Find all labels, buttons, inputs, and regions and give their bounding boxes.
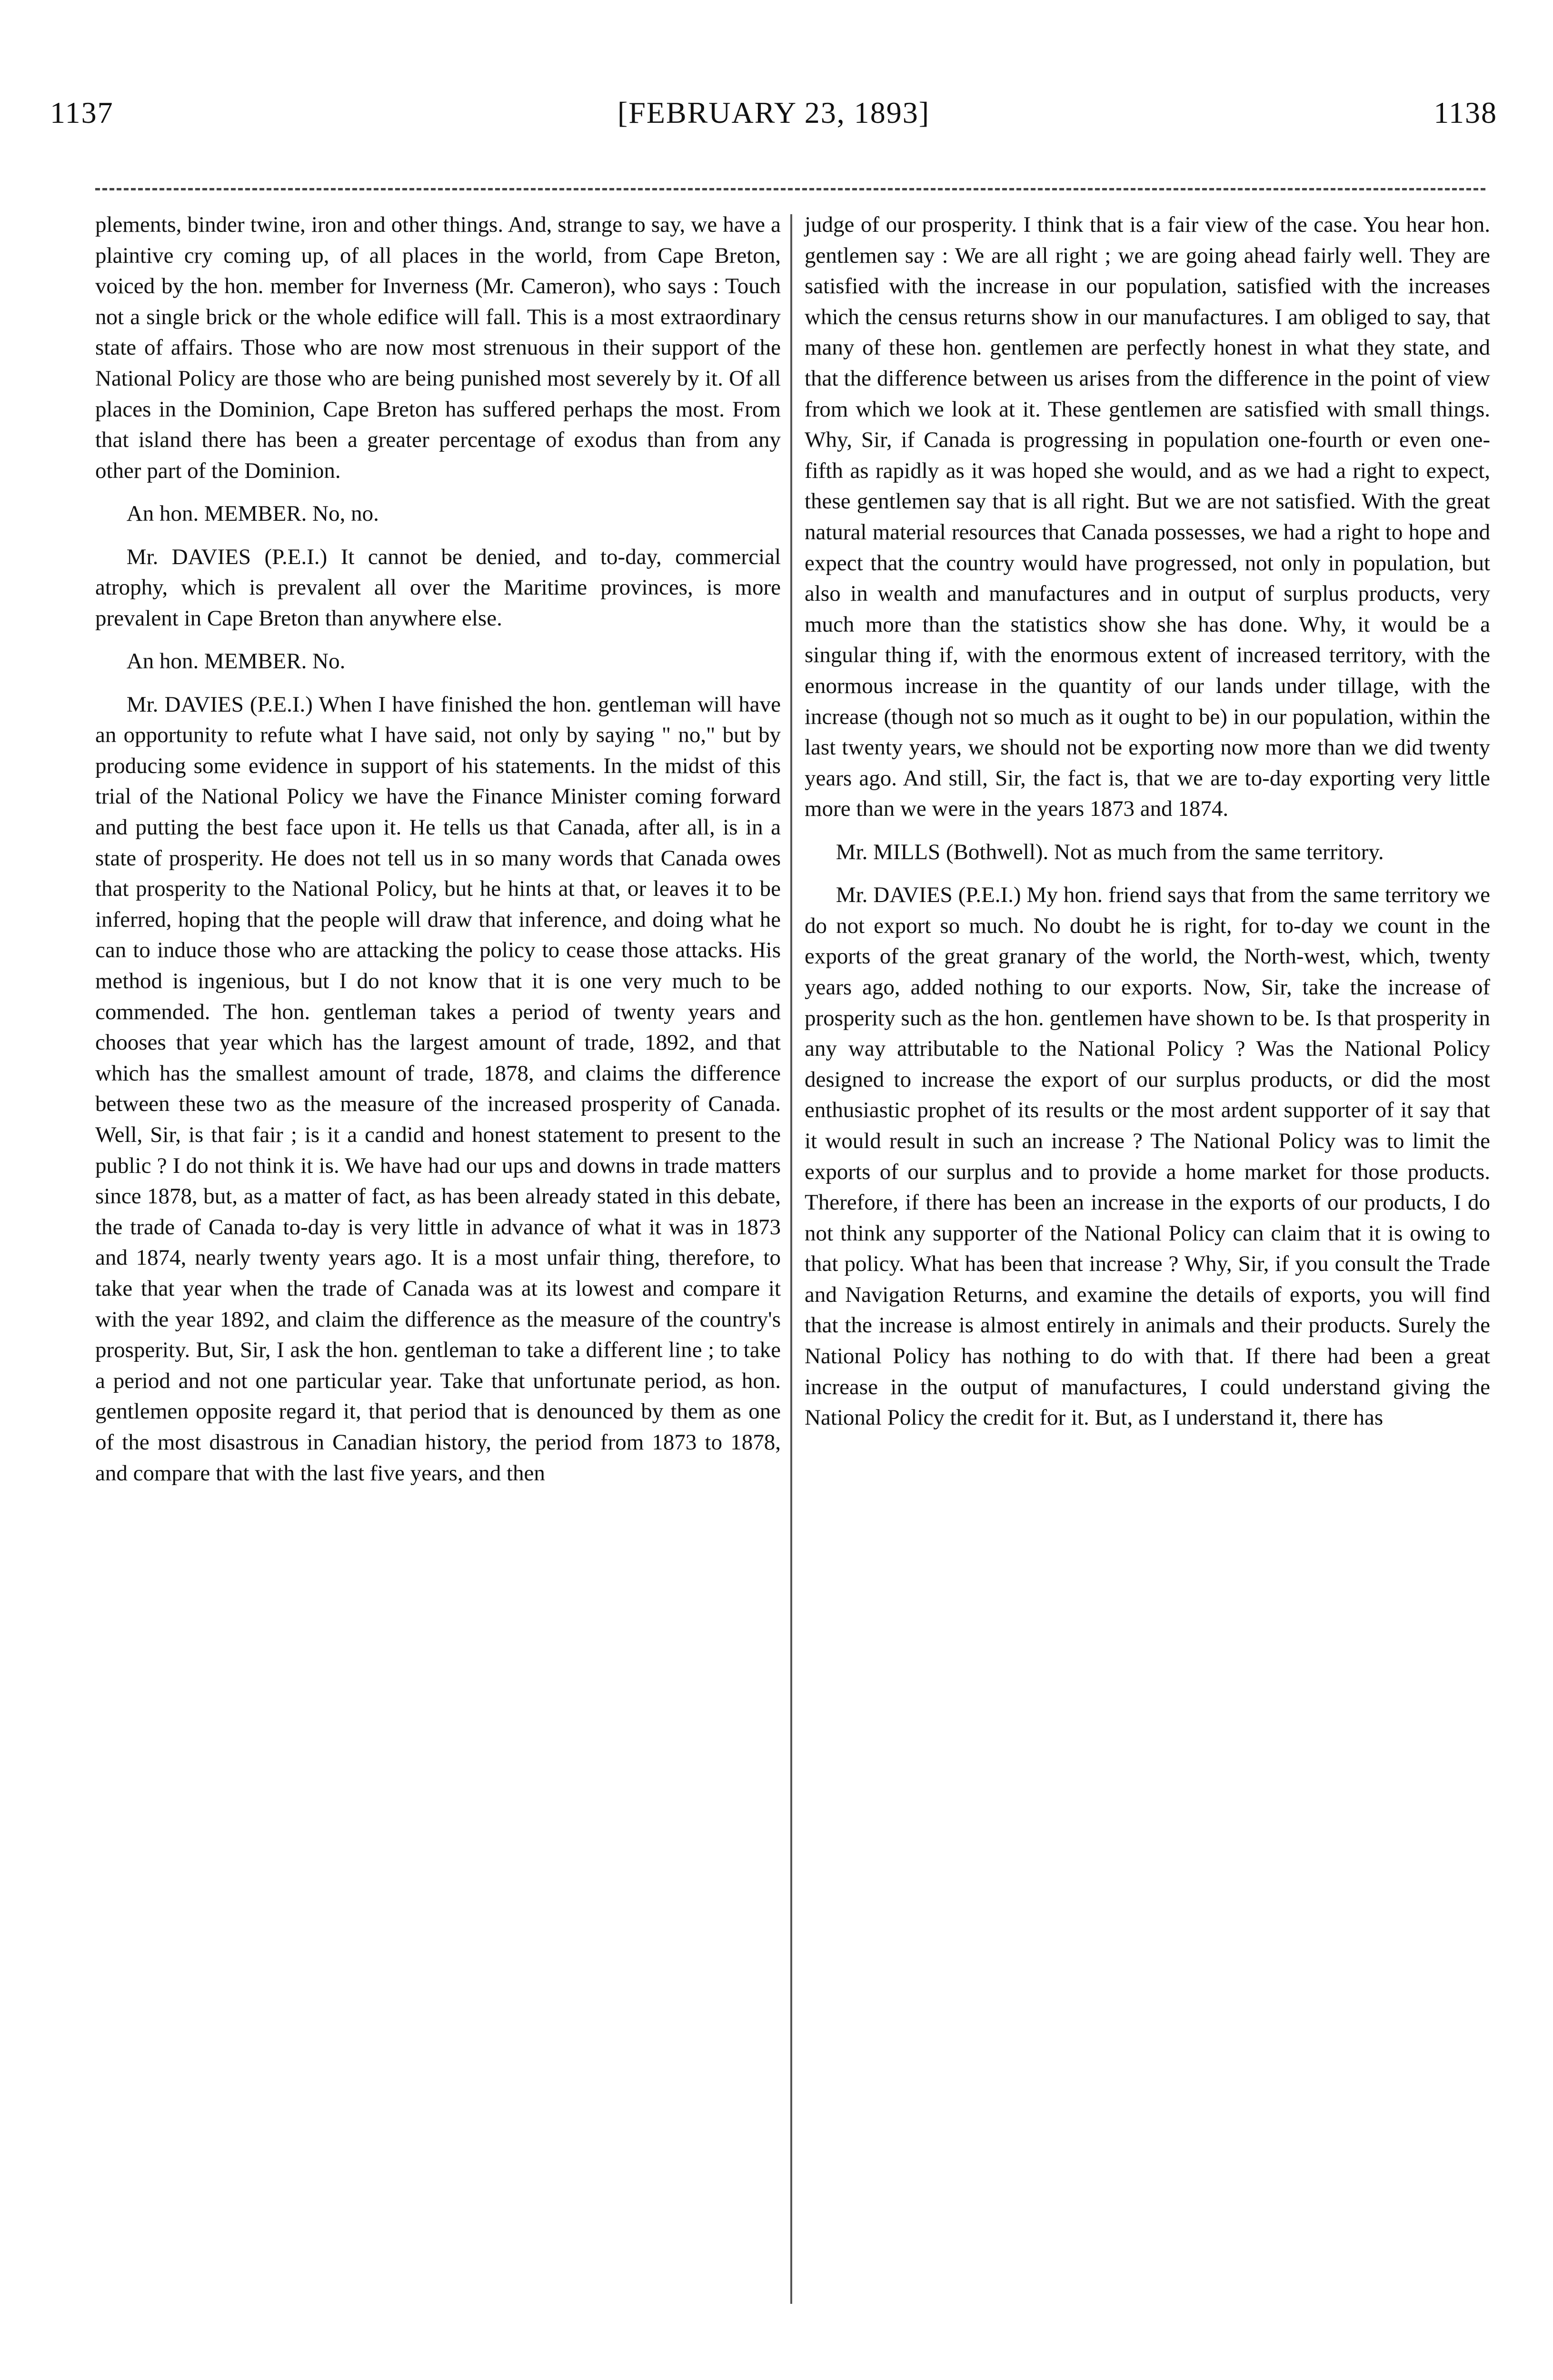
page-header: [45, 90, 1502, 143]
left-column: [95, 209, 781, 1501]
paragraph: Mr. DAVIES (P.E.I.) It cannot be denied, and to-day, commercial atrophy, which is prevalent all over the Maritime provinces, is more prevalent in Cape Breton than anywhere else.: [95, 544, 781, 631]
header-date: [FEBRUARY 23, 1893]: [617, 96, 930, 129]
right-column: [805, 209, 1490, 1446]
paragraph: judge of our prosperity. I think that is a fair view of the case. You hear hon. gentlemen say : We are all right ; we are going ahead fairly well. They are satisfied with the increase in our population, satisfied with the increases which the census returns show in our manufactures. I am obliged to say, that many of these hon. gentlemen are perfectly honest in what they state, and that the difference between us arises from the difference in the point of view from which we look at it. These gentlemen are satisfied with small things. Why, Sir, if Canada is progressing in population one-fourth or even one-fifth as rapidly as it was hoped she would, and as we had a right to expect, these gentlemen say that is all right. But we are not satisfied. With the great natural material resources that Canada possesses, we had a right to hope and expect that the country would have progressed, not only in population, but also in wealth and manufactures and in output of surplus products, very much more than the statistics show she has done. Why, it would be a singular thing if, with the enormous extent of increased territory, with the enormous increase in the quantity of our lands under tillage, with the increase (though not so much as it ought to be) in our population, within the last twenty years, we should not be exporting now more than we did twenty years ago. And still, Sir, the fact is, that we are to-day exporting very little more than we were in the years 1873 and 1874.: [805, 212, 1490, 822]
paragraph: Mr. DAVIES (P.E.I.) When I have finished the hon. gentleman will have an opportunity to refute what I have said, not only by saying " no," but by producing some evidence in support of his statements. In the midst of this trial of the National Policy we have the Finance Minister coming forward and putting the best face upon it. He tells us that Canada, after all, is in a state of prosperity. He does not tell us in so many words that Canada owes that prosperity to the National Policy, but he hints at that, or leaves it to be inferred, hoping that the people will draw that inference, and doing what he can to induce those who are attacking the policy to cease those attacks. His method is ingenious, but I do not know that it is one very much to be commended. The hon. gentleman takes a period of twenty years and chooses that year which has the largest amount of trade, 1892, and that which has the smallest amount of trade, 1878, and claims the difference between these two as the measure of the increased prosperity of Canada. Well, Sir, is that fair ; is it a candid and honest statement to present to the public ? I do not think it is. We have had our ups and downs in trade matters since 1878, but, as a matter of fact, as has been already stated in this debate, the trade of Canada to-day is very little in advance of what it was in 1873 and 1874, nearly twenty years ago. It is a most unfair thing, therefore, to take that year when the trade of Canada was at its lowest and compare it with the year 1892, and claim the difference as the measure of the country's prosperity. But, Sir, I ask the hon. gentleman to take a different line ; to take a period and not one particular year. Take that unfortunate period, as hon. gentlemen opposite regard it, that period that is denounced by them as one of the most disastrous in Canadian history, the period from 1873 to 1878, and compare that with the last five years, and then: [95, 692, 781, 1486]
paragraph: Mr. MILLS (Bothwell). Not as much from the same territory.: [836, 839, 1384, 864]
paragraph: An hon. MEMBER. No.: [126, 649, 346, 674]
header-rule: [95, 188, 1485, 190]
paragraph: Mr. DAVIES (P.E.I.) My hon. friend says that from the same territory we do not export so much. No doubt he is right, for to-day we count in the exports of the great granary of the world, the North-west, which, twenty years ago, added nothing to our exports. Now, Sir, take the increase of prosperity such as the hon. gentlemen have shown to be. Is that prosperity in any way attributable to the National Policy ? Was the National Policy designed to increase the export of our surplus products, or did the most enthusiastic prophet of its results or the most ardent supporter of it say that it would result in such an increase ? The National Policy was to limit the exports of our surplus and to provide a home market for those products. Therefore, if there has been an increase in the exports of our products, I do not think any supporter of the National Policy can claim that it is owing to that policy. What has been that increase ? Why, Sir, if you consult the Trade and Navigation Returns, and examine the details of exports, you will find that the increase is almost entirely in animals and their products. Surely the National Policy has nothing to do with that. If there had been a great increase in the output of manufactures, I could understand giving the National Policy the credit for it. But, as I understand it, there has: [805, 883, 1490, 1430]
left-page-number: 1137: [50, 96, 114, 129]
column-divider: [790, 214, 792, 2304]
right-page-number: 1138: [1434, 96, 1497, 129]
paragraph: plements, binder twine, iron and other things. And, strange to say, we have a plaintive cry coming up, of all places in the world, from Cape Breton, voiced by the hon. member for Inverness (Mr. Cameron), who says : Touch not a single brick or the whole edifice will fall. This is a most extraordinary state of affairs. Those who are now most strenuous in their support of the National Policy are those who are being punished most severely by it. Of all places in the Dominion, Cape Breton has suffered perhaps the most. From that island there has been a greater percentage of exodus than from any other part of the Dominion.: [95, 212, 781, 483]
paragraph: An hon. MEMBER. No, no.: [126, 501, 379, 526]
